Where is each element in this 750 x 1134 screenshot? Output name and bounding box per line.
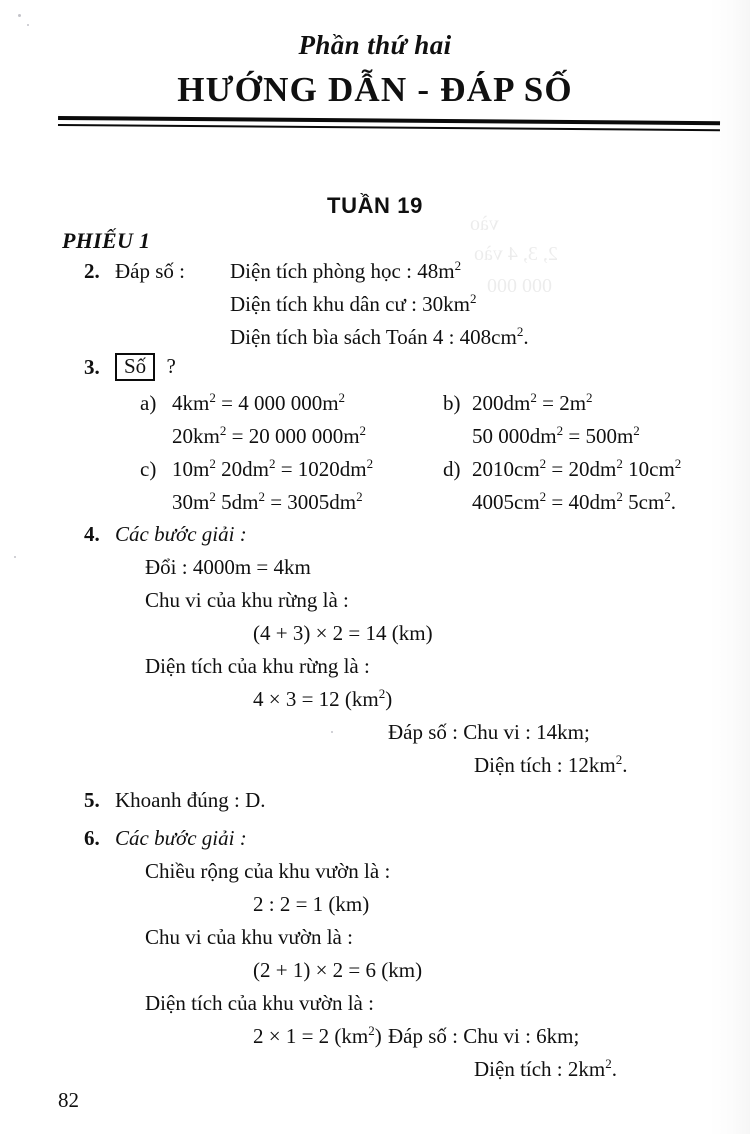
value: 20dm xyxy=(215,457,269,481)
exercise-3-number: 3. xyxy=(84,355,100,379)
exercise-4-step: Đổi : 4000m = 4km xyxy=(145,555,311,579)
superscript: 2 xyxy=(338,390,346,405)
exercise-2-number: 2. xyxy=(84,259,100,283)
exercise-3-part-a-line xyxy=(172,390,346,415)
value: 4005cm xyxy=(472,490,540,514)
exercise-6-step: Chiều rộng của khu vườn là : xyxy=(145,859,391,883)
exercise-6-label: Các bước giải : xyxy=(115,826,247,850)
exercise-3-part-c-line xyxy=(172,456,374,481)
value: . xyxy=(611,1057,617,1081)
exercise-4-number: 4. xyxy=(84,522,100,546)
superscript: 2 xyxy=(615,752,623,767)
exercise-4-answer-line: Đáp số : Chu vi : 14km; xyxy=(388,720,590,744)
superscript: 2 xyxy=(539,489,547,504)
exercise-6-answer-line xyxy=(474,1056,617,1081)
superscript: 2 xyxy=(378,686,386,701)
superscript: 2 xyxy=(359,423,367,438)
value: = 3005dm xyxy=(264,490,357,514)
value: 5dm xyxy=(215,490,259,514)
page-number: 82 xyxy=(58,1088,79,1112)
superscript: 2 xyxy=(664,489,671,504)
exercise-3-part-a-tag: a) xyxy=(140,391,157,415)
scan-speck xyxy=(331,731,333,733)
value: 30m xyxy=(172,490,210,514)
exercise-6-number: 6. xyxy=(84,826,100,850)
value: . xyxy=(622,753,628,777)
superscript: 2 xyxy=(219,423,227,438)
exercise-3-part-a-line xyxy=(172,423,367,448)
scan-speck xyxy=(27,24,29,26)
value: 4km xyxy=(172,391,210,415)
value: = 500m xyxy=(563,424,634,448)
superscript: 2 xyxy=(516,324,524,339)
superscript: 2 xyxy=(209,456,216,471)
exercise-4-step xyxy=(253,686,393,711)
superscript: 2 xyxy=(633,423,640,438)
superscript: 2 xyxy=(586,390,593,405)
superscript: 2 xyxy=(539,456,547,471)
week-heading: TUẦN 19 xyxy=(327,193,423,218)
bleed-through-text: 000 000 xyxy=(487,275,552,297)
value: . xyxy=(670,490,677,514)
exercise-2-answer xyxy=(230,291,477,316)
value: = 4 000 000m xyxy=(215,391,339,415)
exercise-3-part-d-line xyxy=(472,489,677,514)
superscript: 2 xyxy=(674,456,682,471)
value: ) xyxy=(385,687,393,711)
superscript: 2 xyxy=(268,456,276,471)
exercise-2-answer xyxy=(230,324,529,349)
exercise-4-step: (4 + 3) × 2 = 14 (km) xyxy=(253,621,433,645)
exercise-4-step: Chu vi của khu rừng là : xyxy=(145,588,349,612)
exercise-4-label: Các bước giải : xyxy=(115,522,247,546)
superscript: 2 xyxy=(366,456,374,471)
exercise-4-answer-line xyxy=(474,752,628,777)
superscript: 2 xyxy=(616,489,623,504)
superscript: 2 xyxy=(616,456,623,471)
exercise-3-part-d-line xyxy=(472,456,682,481)
value: 20km xyxy=(172,424,220,448)
exercise-6-step: (2 + 1) × 2 = 6 (km) xyxy=(253,958,423,982)
so-box: Số xyxy=(115,353,155,381)
superscript: 2 xyxy=(368,1023,375,1038)
exercise-3-prompt xyxy=(115,353,176,381)
answer-text: Diện tích bìa sách Toán 4 : 408cm xyxy=(230,325,517,349)
value: Diện tích : 12km xyxy=(474,753,616,777)
value: = 20 000 000m xyxy=(226,424,360,448)
exercise-6-step: Diện tích của khu vườn là : xyxy=(145,991,374,1015)
exercise-3-part-b-tag: b) xyxy=(443,391,461,415)
value: 200dm xyxy=(472,391,531,415)
value: Diện tích : 2km xyxy=(474,1057,606,1081)
exercise-5-text: Khoanh đúng : D. xyxy=(115,788,266,812)
superscript: 2 xyxy=(209,489,216,504)
superscript: 2 xyxy=(530,390,537,405)
value: = 1020dm xyxy=(275,457,367,481)
exercise-3-part-d-tag: d) xyxy=(443,457,461,481)
exercise-6-step xyxy=(253,1023,382,1048)
value: 10m xyxy=(172,457,210,481)
value: = 2m xyxy=(536,391,587,415)
value: 4 × 3 = 12 (km xyxy=(253,687,379,711)
scan-speck xyxy=(18,14,21,17)
scan-gutter-shading xyxy=(708,0,750,1134)
header-double-rule xyxy=(58,116,720,135)
exercise-4-step: Diện tích của khu rừng là : xyxy=(145,654,370,678)
bleed-through-text: vào xyxy=(470,213,499,235)
superscript: 2 xyxy=(454,258,462,273)
exercise-6-step: Chu vi của khu vườn là : xyxy=(145,925,353,949)
value: 2 × 1 = 2 (km xyxy=(253,1024,369,1048)
exercise-3-part-c-tag: c) xyxy=(140,457,157,481)
superscript: 2 xyxy=(470,291,477,306)
exercise-2-answer xyxy=(230,258,462,283)
answer-period: . xyxy=(523,325,529,349)
exercise-3-part-c-line xyxy=(172,489,363,514)
scan-speck xyxy=(14,556,16,558)
sheet-heading: PHIẾU 1 xyxy=(62,228,151,253)
exercise-6-answer-line: Đáp số : Chu vi : 6km; xyxy=(388,1024,580,1048)
value: = 40dm xyxy=(546,490,617,514)
part-subtitle: Phần thứ hai xyxy=(298,30,452,60)
value: ) xyxy=(374,1024,382,1048)
exercise-2-label: Đáp số : xyxy=(115,259,185,283)
superscript: 2 xyxy=(605,1056,612,1071)
answer-text: Diện tích khu dân cư : 30km xyxy=(230,292,471,316)
value: = 20dm xyxy=(546,457,617,481)
exercise-6-step: 2 : 2 = 1 (km) xyxy=(253,892,370,916)
exercise-3-part-b-line xyxy=(472,390,593,415)
superscript: 2 xyxy=(556,423,564,438)
answer-text: Diện tích phòng học : 48m xyxy=(230,259,455,283)
value: 50 000dm xyxy=(472,424,557,448)
question-mark: ? xyxy=(166,354,176,378)
value: 10cm xyxy=(622,457,675,481)
page-title: HƯỚNG DẪN - ĐÁP SỐ xyxy=(177,70,573,109)
exercise-5-number: 5. xyxy=(84,788,100,812)
superscript: 2 xyxy=(209,390,216,405)
exercise-3-part-b-line xyxy=(472,423,640,448)
superscript: 2 xyxy=(258,489,265,504)
value: 2010cm xyxy=(472,457,540,481)
value: 5cm xyxy=(622,490,665,514)
bleed-through-text: 2, 3, 4 vào xyxy=(474,243,558,265)
superscript: 2 xyxy=(356,489,363,504)
